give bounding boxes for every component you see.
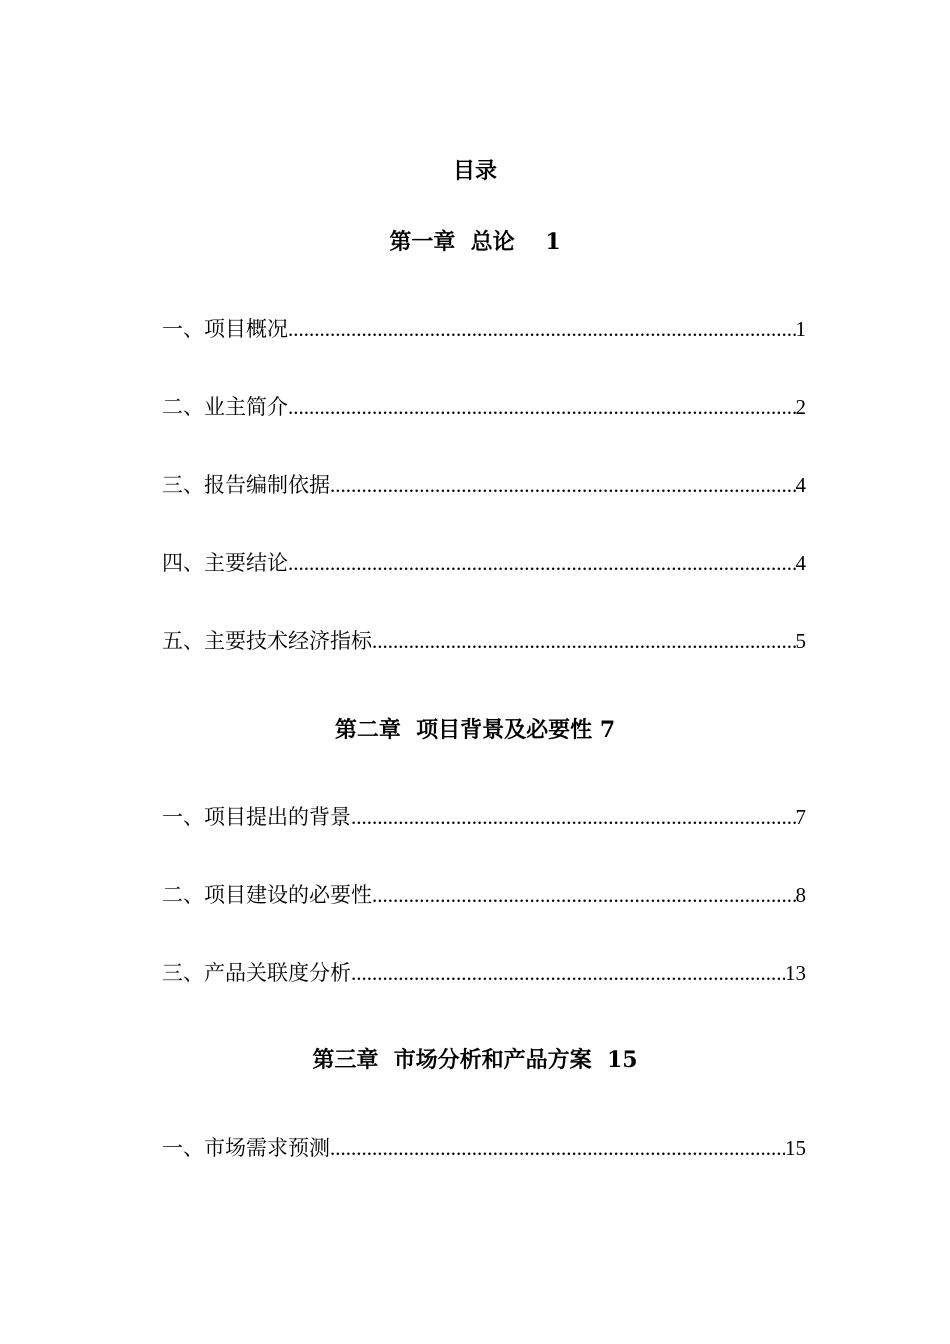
dot-leader: [288, 316, 796, 342]
toc-entry[interactable]: [162, 394, 806, 420]
dot-leader: [330, 1135, 785, 1161]
entry-label: 二、业主简介: [162, 395, 288, 419]
chapter-3-heading: 第三章 市场分析和产品方案 15: [312, 1047, 638, 1073]
dot-leader: [288, 394, 796, 420]
entry-label: 三、报告编制依据: [162, 473, 330, 497]
dot-leader: [351, 960, 785, 986]
dot-leader: [372, 628, 796, 654]
dot-leader: [351, 804, 796, 830]
toc-entry[interactable]: [162, 804, 806, 830]
entry-page: 13: [785, 961, 806, 985]
dot-leader: [288, 550, 796, 576]
entry-page: 8: [795, 883, 806, 907]
entry-page: 7: [795, 805, 806, 829]
entry-label: 二、项目建设的必要性: [162, 883, 372, 907]
entry-page: 4: [795, 473, 806, 497]
entry-label: 一、市场需求预测: [162, 1136, 330, 1160]
toc-title: 目录: [452, 158, 497, 184]
entry-label: 四、主要结论: [162, 551, 288, 575]
toc-entry[interactable]: [162, 550, 806, 576]
chapter-2-heading: 第二章 项目背景及必要性 7: [334, 717, 616, 743]
chapter-1-heading: 第一章 总论 1: [389, 229, 561, 255]
entry-page: 1: [795, 317, 806, 341]
entry-label: 一、项目概况: [162, 317, 288, 341]
entry-label: 三、产品关联度分析: [162, 961, 351, 985]
entry-page: 5: [795, 629, 806, 653]
toc-entry[interactable]: [162, 628, 806, 654]
toc-entry[interactable]: [162, 316, 806, 342]
toc-entry[interactable]: [162, 472, 806, 498]
dot-leader: [330, 472, 796, 498]
entry-label: 五、主要技术经济指标: [162, 629, 372, 653]
entry-page: 15: [785, 1136, 806, 1160]
dot-leader: [372, 882, 796, 908]
toc-entry[interactable]: [162, 882, 806, 908]
entry-label: 一、项目提出的背景: [162, 805, 351, 829]
entry-page: 2: [795, 395, 806, 419]
entry-page: 4: [795, 551, 806, 575]
toc-entry[interactable]: [162, 960, 806, 986]
toc-entry[interactable]: [162, 1135, 806, 1161]
